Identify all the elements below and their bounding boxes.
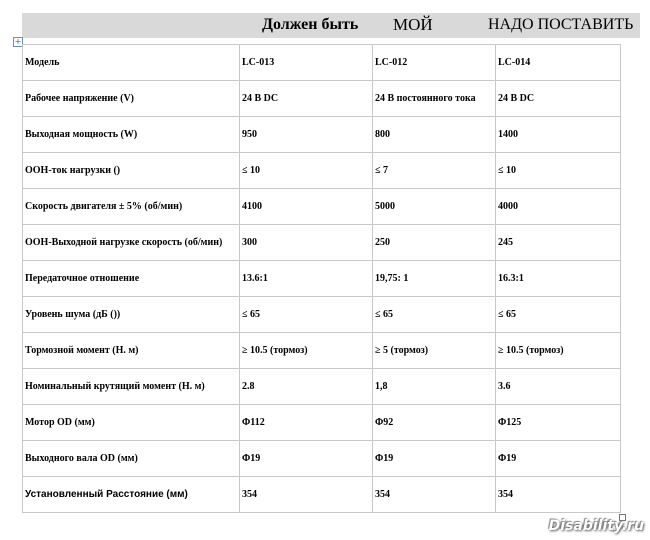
- cell-lc012: Φ19: [373, 441, 496, 477]
- cell-lc013: 4100: [240, 189, 373, 225]
- header-col2-label: Должен быть: [262, 16, 359, 33]
- cell-lc014: 4000: [496, 189, 621, 225]
- cell-lc014: ≤ 65: [496, 297, 621, 333]
- table-row: [23, 117, 621, 153]
- cell-lc012: ≥ 5 (тормоз): [373, 333, 496, 369]
- table-row: [23, 297, 621, 333]
- row-label: Рабочее напряжение (V): [23, 81, 240, 117]
- cell-lc014: 24 В DC: [496, 81, 621, 117]
- table-row: [23, 261, 621, 297]
- cell-lc012: ≤ 65: [373, 297, 496, 333]
- cell-lc013: ≤ 65: [240, 297, 373, 333]
- cell-lc014: 3.6: [496, 369, 621, 405]
- row-label: Скорость двигателя ± 5% (об/мин): [23, 189, 240, 225]
- cell-lc012: 19,75: 1: [373, 261, 496, 297]
- header-col3-label: МОЙ: [393, 15, 433, 34]
- cell-lc012: LC-012: [373, 45, 496, 81]
- table-row: [23, 477, 621, 513]
- cell-lc012: 1,8: [373, 369, 496, 405]
- row-label: Установленный Расстояние (мм): [23, 477, 240, 513]
- cell-lc012: 24 В постоянного тока: [373, 81, 496, 117]
- cell-lc012: 250: [373, 225, 496, 261]
- cell-lc012: 5000: [373, 189, 496, 225]
- cell-lc012: 354: [373, 477, 496, 513]
- cell-lc013: Φ112: [240, 405, 373, 441]
- table-row: [23, 153, 621, 189]
- cell-lc013: 950: [240, 117, 373, 153]
- cell-lc013: ≤ 10: [240, 153, 373, 189]
- cell-lc013: 2.8: [240, 369, 373, 405]
- cell-lc014: ≤ 10: [496, 153, 621, 189]
- row-label: Выходная мощность (W): [23, 117, 240, 153]
- cell-lc013: 300: [240, 225, 373, 261]
- row-label: ООН-ток нагрузки (): [23, 153, 240, 189]
- table-row: [23, 405, 621, 441]
- cell-lc014: ≥ 10.5 (тормоз): [496, 333, 621, 369]
- cell-lc014: 1400: [496, 117, 621, 153]
- table-row: [23, 45, 621, 81]
- cell-lc013: 354: [240, 477, 373, 513]
- cell-lc012: Φ92: [373, 405, 496, 441]
- cell-lc014: 245: [496, 225, 621, 261]
- move-handle-icon[interactable]: +: [14, 37, 22, 46]
- table-row: [23, 225, 621, 261]
- header-col4-label: НАДО ПОСТАВИТЬ: [488, 16, 634, 33]
- table-row: [23, 189, 621, 225]
- row-label: Уровень шума (дБ ()): [23, 297, 240, 333]
- row-label: Модель: [23, 45, 240, 81]
- row-label: Номинальный крутящий момент (Н. м): [23, 369, 240, 405]
- cell-lc013: LC-013: [240, 45, 373, 81]
- cell-lc013: 13.6:1: [240, 261, 373, 297]
- cell-lc013: ≥ 10.5 (тормоз): [240, 333, 373, 369]
- table-row: [23, 81, 621, 117]
- watermark-logo: Disability.ru: [548, 518, 644, 534]
- row-label: Мотор OD (мм): [23, 405, 240, 441]
- spec-table: [22, 44, 621, 513]
- cell-lc014: LC-014: [496, 45, 621, 81]
- cell-lc014: Φ125: [496, 405, 621, 441]
- cell-lc012: ≤ 7: [373, 153, 496, 189]
- row-label: Тормозной момент (Н. м): [23, 333, 240, 369]
- row-label: Передаточное отношение: [23, 261, 240, 297]
- cell-lc014: 354: [496, 477, 621, 513]
- cell-lc014: 16.3:1: [496, 261, 621, 297]
- cell-lc013: 24 В DC: [240, 81, 373, 117]
- table-row: [23, 333, 621, 369]
- table-row: [23, 369, 621, 405]
- cell-lc012: 800: [373, 117, 496, 153]
- cell-lc014: Φ19: [496, 441, 621, 477]
- table-row: [23, 441, 621, 477]
- row-label: ООН-Выходной нагрузке скорость (об/мин): [23, 225, 240, 261]
- cell-lc013: Φ19: [240, 441, 373, 477]
- row-label: Выходного вала OD (мм): [23, 441, 240, 477]
